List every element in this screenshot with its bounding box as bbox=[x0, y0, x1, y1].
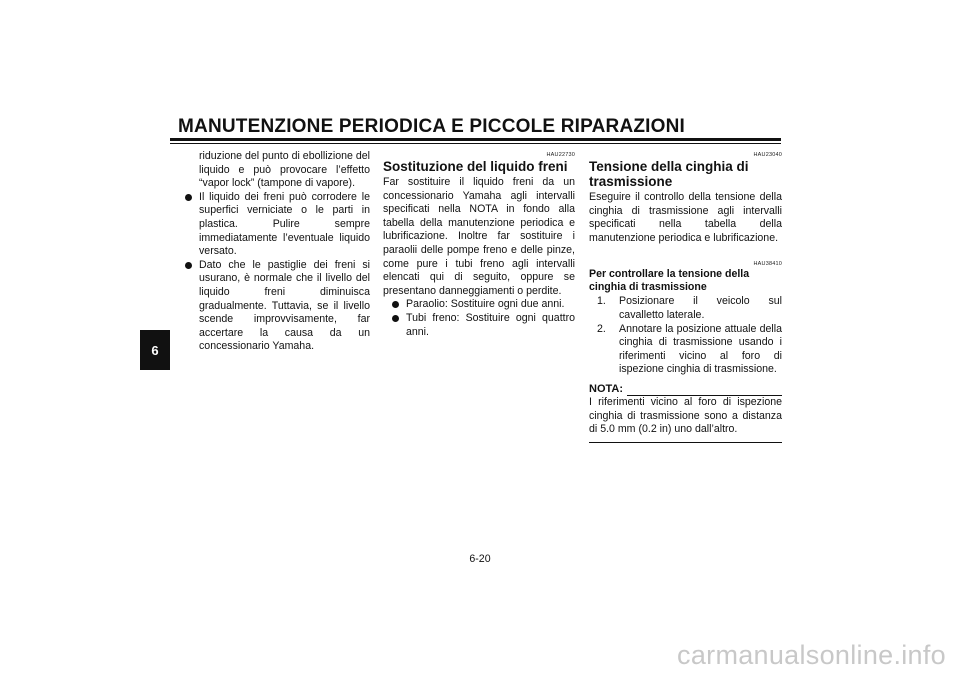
bullet-icon bbox=[185, 194, 192, 201]
note-rule bbox=[627, 384, 782, 396]
list-item bbox=[391, 298, 575, 312]
note-label: NOTA: bbox=[589, 382, 624, 395]
section-heading: Tensione della cinghia di trasmissione bbox=[589, 159, 749, 189]
step-text: Annotare la posizione attuale della cinghia di trasmissione usando i riferimenti vicino al foro di ispezione cinghia di trasmissione. bbox=[619, 322, 782, 376]
bullet-text: Dato che le pastiglie dei freni si usurano, è normale che il livello del liquido freni diminuisca gradualmente. Tuttavia, se il livello scende improvvisamente, far accertare la causa da un concessionario Yamaha. bbox=[199, 258, 370, 353]
bullet-text: Paraolio: Sostituire ogni due anni. bbox=[406, 298, 565, 311]
intro-paragraph: riduzione del punto di ebollizione del liquido e può provocare l’effetto “vapor lock” (tampone di vapore). bbox=[199, 150, 370, 190]
step-text: Posizionare il veicolo sul cavalletto laterale. bbox=[619, 295, 782, 321]
section-body: Far sostituire il liquido freni da un concessionario Yamaha agli intervalli specificati nella NOTA in fondo alla tabella della manutenzione periodica e lubrificazione. Inoltre far sostituire i paraolii delle pompe freno e delle pinze, come pure i tubi freno agli intervalli elencati qui di seguito, oppure se presentano danneggiamenti o perdite. bbox=[383, 176, 575, 297]
bullet-text: Tubi freno: Sostituire ogni quattro anni. bbox=[406, 311, 575, 338]
step-item bbox=[597, 295, 782, 322]
step-number: 2. bbox=[597, 322, 606, 335]
note-header bbox=[589, 383, 782, 396]
note-end-rule bbox=[589, 442, 782, 443]
step-number: 1. bbox=[597, 295, 606, 308]
column-right bbox=[589, 152, 782, 443]
page-title: MANUTENZIONE PERIODICA E PICCOLE RIPARAZIONI bbox=[178, 116, 686, 137]
watermark-text: carmanualsonline.info bbox=[677, 640, 946, 670]
page-number: 6-20 bbox=[469, 553, 491, 565]
section-body: Eseguire il controllo della tensione della cinghia di trasmissione agli intervalli specificati nella tabella della manutenzione periodica e lubrificazione. bbox=[589, 191, 782, 244]
step-item bbox=[597, 323, 782, 377]
bullet-text: Il liquido dei freni può corrodere le superfici verniciate o le parti in plastica. Pulire sempre immediatamente l’eventuale liquido versato. bbox=[199, 190, 370, 258]
section-code: HAU23040 bbox=[753, 152, 782, 158]
list-item bbox=[184, 259, 370, 354]
section-heading: Sostituzione del liquido freni bbox=[383, 159, 568, 174]
column-middle bbox=[383, 152, 575, 339]
note-text: I riferimenti vicino al foro di ispezione cinghia di trasmissione sono a distanza di 5.0 mm (0.2 in) uno dall’altro. bbox=[589, 395, 782, 436]
list-item bbox=[184, 191, 370, 259]
subsection-heading: Per controllare la tensione della cinghia di trasmissione bbox=[589, 268, 750, 294]
bullet-icon bbox=[392, 315, 399, 322]
section-code: HAU22730 bbox=[546, 152, 575, 158]
header-rule-thin bbox=[170, 143, 781, 144]
bullet-icon bbox=[392, 301, 399, 308]
header-rule-thick bbox=[170, 138, 781, 141]
list-item bbox=[391, 312, 575, 339]
column-left bbox=[184, 150, 370, 354]
chapter-tab: 6 bbox=[140, 330, 170, 370]
bullet-icon bbox=[185, 262, 192, 269]
subsection-code: HAU38410 bbox=[753, 261, 782, 268]
